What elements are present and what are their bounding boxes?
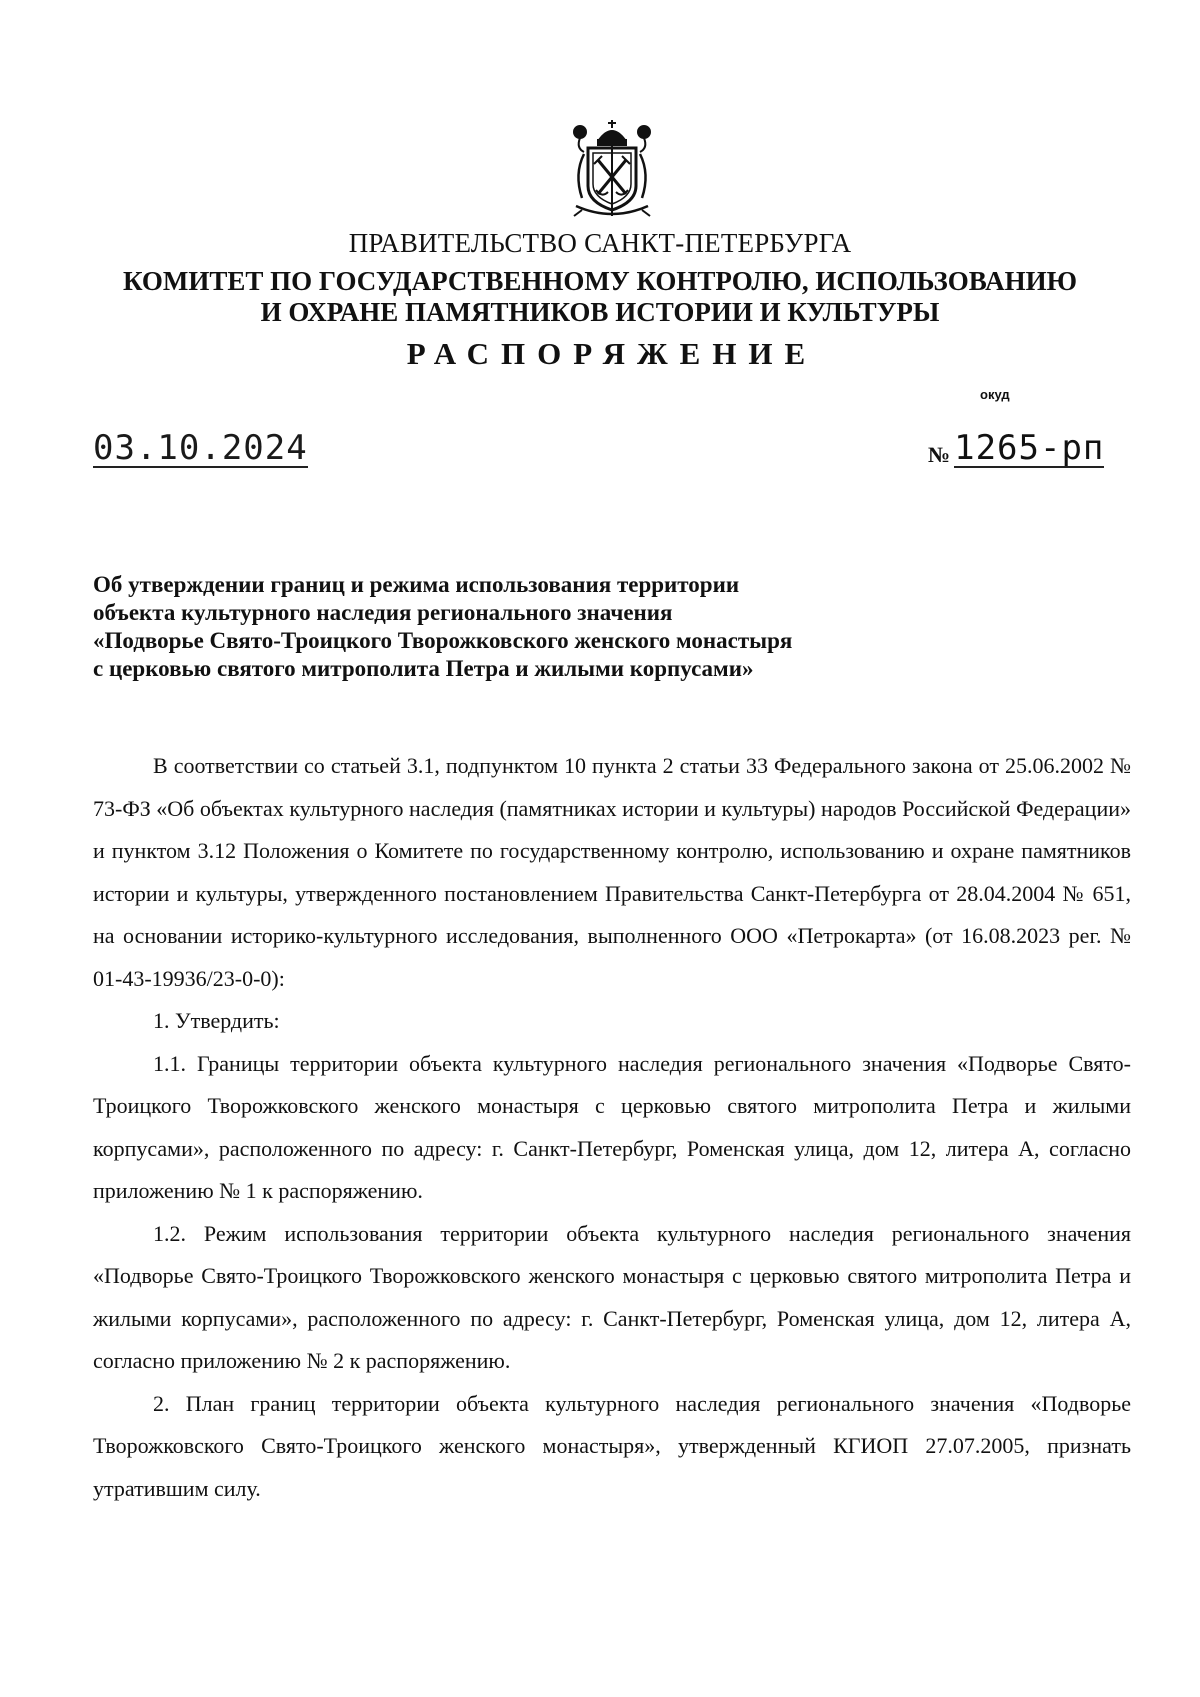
number-sign: № [928, 442, 951, 467]
preamble-paragraph: В соответствии со статьей 3.1, подпунктом 10 пункта 2 статьи 33 Федерального закона от 25.06.2002 № 73-ФЗ «Об объектах культурного наследия (памятниках истории и культуры) народов Российской Федерации» и пунктом 3.12 Положения о Комитете по государственному контролю, использованию и охране памятников истории и культуры, утвержденного постановлением Правительства Санкт-Петербурга от 28.04.2004 № 651, на основании историко-культурного исследования, выполненного ООО «Петрокарта» (от 16.08.2023 рег. № 01-43-19936/23-0-0): [93, 753, 1131, 991]
document-body [93, 745, 1131, 1510]
subject-line: объекта культурного наследия регионального значения [93, 600, 673, 625]
clause-1: 1. Утвердить: [153, 1008, 280, 1033]
subject-line: «Подворье Свято-Троицкого Творожковского женского монастыря [93, 628, 793, 653]
subject-line: Об утверждении границ и режима использования территории [93, 572, 740, 597]
document-number-value: 1265-рп [954, 428, 1105, 468]
committee-title-line-2: И ОХРАНЕ ПАМЯТНИКОВ ИСТОРИИ И КУЛЬТУРЫ [260, 297, 940, 327]
document-number [928, 430, 1104, 468]
clause-1-1: 1.1. Границы территории объекта культурного наследия регионального значения «Подворье Свято-Троицкого Творожковского женского монастыря с церковью святого митрополита Петра и жилыми корпусами», расположенного по адресу: г. Санкт-Петербург, Роменская улица, дом 12, литера А, согласно приложению № 1 к распоряжению. [93, 1050, 1131, 1203]
document-type: РАСПОРЯЖЕНИЕ [406, 336, 818, 371]
government-title: ПРАВИТЕЛЬСТВО САНКТ-ПЕТЕРБУРГА [348, 228, 852, 258]
coat-of-arms-icon [566, 118, 658, 222]
committee-title-line-1: КОМИТЕТ ПО ГОСУДАРСТВЕННОМУ КОНТРОЛЮ, ИСПОЛЬЗОВАНИЮ [123, 266, 1077, 296]
clause-1-2: 1.2. Режим использования территории объекта культурного наследия регионального значения «Подворье Свято-Троицкого Творожковского женского монастыря с церковью святого митрополита Петра и жилыми корпусами», расположенного по адресу: г. Санкт-Петербург, Роменская улица, дом 12, литера А, согласно приложению № 2 к распоряжению. [93, 1220, 1131, 1373]
clause-2: 2. План границ территории объекта культурного наследия регионального значения «Подворье Творожковского Свято-Троицкого женского монастыря», утвержденный КГИОП 27.07.2005, признать утратившим силу. [93, 1390, 1131, 1501]
okud-label: окуд [980, 387, 1010, 402]
subject-line: с церковью святого митрополита Петра и жилыми корпусами» [93, 656, 754, 681]
document-subject [93, 571, 913, 683]
document-date: 03.10.2024 [93, 428, 308, 468]
